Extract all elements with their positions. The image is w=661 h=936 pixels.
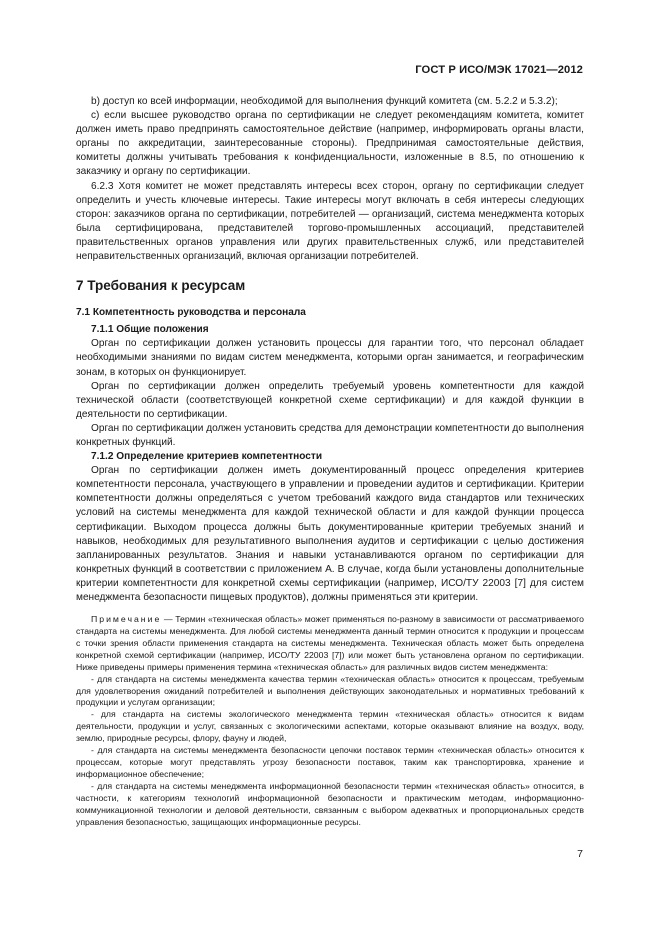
paragraph-6-2-3: 6.2.3 Хотя комитет не может представлять интересы всех сторон, органу по сертификации следует определить и учесть ключевые интересы. Такие интересы могут включать в себя интересы следующих сторон: заказчиков органа по сертификации, потребителей — организаций, система менеджмента которых была сертифицирована, представителей торгово-промышленных ассоциаций, представителей правительственных органов управления или других правительственных служб, или представителей неправительственных организаций, включая организации потребителей. — [76, 180, 584, 263]
paragraph-7-1-1-c: Орган по сертификации должен установить средства для демонстрации компетентности до выполнения конкретных функций. — [76, 422, 584, 448]
subsection-7-1-2-heading: 7.1.2 Определение критериев компетентности — [91, 451, 323, 463]
page-number: 7 — [577, 848, 583, 860]
paragraph-7-1-1-a: Орган по сертификации должен установить процессы для гарантии того, что персонал обладает необходимыми знаниями по видам систем менеджмента, которыми орган занимается, и географическим зонам, в которых он функционирует. — [76, 338, 584, 378]
page-header-doc-code: ГОСТ Р ИСО/МЭК 17021—2012 — [415, 64, 583, 76]
paragraph-7-1-1-b: Орган по сертификации должен определить требуемый уровень компетентности для каждой технической области (соответствующей конкретной схеме сертификации) и для каждой функции в деятельности по сертификации. — [76, 380, 584, 420]
note-intro-text: — Термин «техническая область» может применяться по-разному в зависимости от рассматриваемого стандарта на системы менеджмента. Для любой системы менеджмента данный термин относится к продукции и процессам с точки зрения области применения стандарта на системы менеджмента. Техническая область может быть определена конкретной схемой сертификации (например, ИСО/ТУ 22003 [7]) или может быть установлена органом по сертификации. Ниже приведены примеры применения термина «техническая область» для различных видов систем менеджмента: — [76, 614, 584, 672]
subsection-7-1-1-heading: 7.1.1 Общие положения — [91, 324, 209, 336]
note-list-item: - для стандарта на системы менеджмента информационной безопасности термин «техническая область» относится, в частности, к категориям технологий информационной безопасности и практическим методам, информационно-коммуникационной технологии и деловой деятельности, связанным с выбором адекватных и пропорциональных средств управления безопасностью, защищающих информационные ресурсы. — [76, 780, 584, 827]
paragraph-item-c: c) если высшее руководство органа по сертификации не следует рекомендациям комитета, комитет должен иметь право предпринять самостоятельное действие (например, информировать органы власти, органы по аккредитации, заинтересованные стороны). Предпринимая самостоятельные действия, комитеты должны учитывать требования к конфиденциальности, изложенные в 8.5, по отношению к заказчику и органу по сертификации. — [76, 110, 584, 178]
page-content — [76, 95, 584, 828]
note-block — [76, 614, 584, 828]
section-7-heading: 7 Требования к ресурсам — [76, 278, 246, 294]
paragraph-item-b: b) доступ ко всей информации, необходимой для выполнения функций комитета (см. 5.2.2 и 5.3.2); — [91, 96, 558, 107]
subsection-7-1-heading: 7.1 Компетентность руководства и персонала — [76, 307, 306, 319]
note-list-item: - для стандарта на системы экологического менеджмента термин «техническая область» относится к видам деятельности, продукции и услуг, связанных с экологическими аспектами, которые оказывают влияние на воздух, воду, землю, природные ресурсы, флору, фауну и людей, — [76, 709, 584, 744]
note-intro — [76, 614, 584, 674]
note-list-item: - для стандарта на системы менеджмента безопасности цепочки поставок термин «техническая область» относится к процессам, которые могут представлять угрозу безопасности поставок, таким как транспортировка, хранение и информационное обеспечение; — [76, 745, 584, 779]
note-list-item: - для стандарта на системы менеджмента качества термин «техническая область» относится к процессам, требуемым для удовлетворения ожиданий потребителей и выполнения действующих законодательных и нормативных требований к продукции и услугам организации; — [76, 673, 584, 708]
paragraph-7-1-2: Орган по сертификации должен иметь документированный процесс определения критериев компетентности персонала, участвующего в управлении и проведении аудитов и сертификации. Критерии компетентности должны определяться с учетом требований каждого вида стандартов или технических условий на системы менеджмента для каждой технической области и для каждой функции процесса сертификации. Выходом процесса должны быть документированные критерии требуемых знаний и навыков, необходимых для результативного выполнения аудитов и сертификации с целью достижения запланированных результатов. Знания и навыки устанавливаются органом по сертификации для конкретных функций в соответствии с приложением А. В случае, когда были установлены дополнительные критерии компетентности для конкретной схемы сертификации (например, ИСО/ТУ 22003 [7] для систем менеджмента безопасности пищевых продуктов), должны применяться эти критерии. — [76, 465, 584, 603]
note-label: Примечание — [91, 614, 162, 625]
